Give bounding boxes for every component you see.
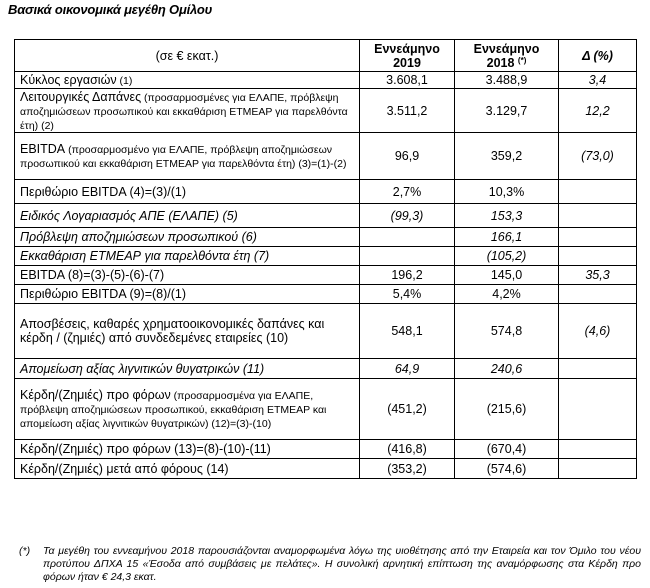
table-row — [15, 180, 637, 204]
footnote-mark: (*) — [19, 545, 31, 557]
value-2019: 5,4% — [360, 285, 455, 304]
value-2018: 166,1 — [455, 228, 559, 247]
row-label-main: Αποσβέσεις, καθαρές χρηματοοικονομικές δαπάνες και κέρδη / (ζημιές) από συνδεδεμένες εταιρείες (10) — [20, 317, 325, 345]
row-label-main: Ειδικός Λογαριασμός ΑΠΕ (ΕΛΑΠΕ) (5) — [20, 208, 238, 223]
value-2019: 3.511,2 — [360, 89, 455, 133]
value-delta: 35,3 — [559, 266, 637, 285]
value-delta — [559, 459, 637, 479]
row-label — [15, 266, 360, 285]
column-header-2018-line2: 2018 — [486, 55, 515, 70]
row-label-main: Κέρδη/(Ζημιές) προ φόρων (13)=(8)-(10)-(11) — [20, 442, 271, 456]
value-2018: 574,8 — [455, 304, 559, 359]
value-2019: 64,9 — [360, 359, 455, 379]
table-row — [15, 228, 637, 247]
value-delta — [559, 228, 637, 247]
value-2018: 3.129,7 — [455, 89, 559, 133]
value-2019: 3.608,1 — [360, 72, 455, 89]
row-label — [15, 379, 360, 440]
row-label-main: Εκκαθάριση ΕΤΜΕΑΡ για παρελθόντα έτη (7) — [20, 249, 270, 263]
value-2018: 153,3 — [455, 204, 559, 228]
table-row — [15, 304, 637, 359]
column-header-2018-line1: Εννεάμηνο — [473, 41, 540, 56]
row-label — [15, 204, 360, 228]
value-2018: 3.488,9 — [455, 72, 559, 89]
value-delta — [559, 359, 637, 379]
table-header-row — [15, 40, 637, 72]
value-2019: (416,8) — [360, 440, 455, 459]
value-delta: (73,0) — [559, 133, 637, 180]
row-label-main: EBITDA (8)=(3)-(5)-(6)-(7) — [20, 268, 165, 282]
table-row — [15, 459, 637, 479]
row-label — [15, 459, 360, 479]
table-row — [15, 440, 637, 459]
row-label-detail: (1) — [116, 75, 133, 87]
value-2018: 10,3% — [455, 180, 559, 204]
row-label — [15, 228, 360, 247]
value-2019 — [360, 228, 455, 247]
row-label-detail: (προσαρμοσμένες για ΕΛΑΠΕ, πρόβλεψη αποζημιώσεων προσωπικού και εκκαθάριση ΕΤΜΕΑΡ για παρελθόντα έτη) (2) — [20, 91, 348, 132]
financial-table — [14, 39, 637, 479]
column-header-2018 — [455, 40, 559, 72]
value-2019: (451,2) — [360, 379, 455, 440]
value-2018: (105,2) — [455, 247, 559, 266]
table-row — [15, 204, 637, 228]
column-header-2019-line2: 2019 — [393, 55, 421, 70]
value-delta — [559, 204, 637, 228]
value-2019: 196,2 — [360, 266, 455, 285]
value-2018: 240,6 — [455, 359, 559, 379]
column-header-2018-note-mark: (*) — [517, 55, 527, 65]
row-label — [15, 72, 360, 89]
value-2019: 2,7% — [360, 180, 455, 204]
value-delta: 12,2 — [559, 89, 637, 133]
row-label-main: EBITDA — [20, 142, 66, 156]
column-header-delta — [559, 40, 637, 72]
value-delta — [559, 379, 637, 440]
table-row — [15, 379, 637, 440]
row-label-main: Κέρδη/(Ζημιές) προ φόρων — [20, 388, 171, 402]
value-delta — [559, 247, 637, 266]
row-label-main: Περιθώριο EBITDA (9)=(8)/(1) — [20, 287, 187, 301]
footnote-text: Τα μεγέθη του εννεαμήνου 2018 παρουσιάζονται αναμορφωμένα λόγω της υιοθέτησης από την Εταιρεία και τον Όμιλο του νέου προτύπου ΔΠΧΑ 15 «Έσοδα από συμβάσεις με πελάτες». Η συνολική αρνητική επίπτωση της αναμόρφωσης στα Κέρδη προ φόρων ήταν € 24,3 εκατ. — [43, 545, 641, 583]
table-row — [15, 247, 637, 266]
row-label-main: Λειτουργικές Δαπάνες — [20, 89, 142, 104]
value-2019: 548,1 — [360, 304, 455, 359]
table-row — [15, 285, 637, 304]
table-row — [15, 89, 637, 133]
row-label-main: Απομείωση αξίας λιγνιτικών θυγατρικών (11) — [20, 361, 265, 376]
row-label-main: Περιθώριο EBITDA (4)=(3)/(1) — [20, 184, 187, 199]
row-label-detail: (προσαρμοσμένα για ΕΛΑΠΕ, πρόβλεψη αποζημιώσεων προσωπικού, εκκαθάριση ΕΤΜΕΑΡ και απομείωση αξίας λιγνιτικών θυγατρικών) (12)=(3)-(10) — [20, 390, 327, 430]
value-2018: (215,6) — [455, 379, 559, 440]
row-label — [15, 304, 360, 359]
value-delta — [559, 440, 637, 459]
table-row — [15, 359, 637, 379]
row-label-detail: (προσαρμοσμένο για ΕΛΑΠΕ, πρόβλεψη αποζημιώσεων προσωπικού και εκκαθάριση ΕΤΜΕΑΡ για παρελθόντα έτη) (3)=(1)-(2) — [20, 144, 347, 170]
unit-header-label: (σε € εκατ.) — [155, 48, 219, 63]
value-2019: 96,9 — [360, 133, 455, 180]
value-2019: (99,3) — [360, 204, 455, 228]
page-title: Βασικά οικονομικά μεγέθη Ομίλου — [8, 2, 213, 17]
row-label — [15, 180, 360, 204]
table-row — [15, 266, 637, 285]
row-label — [15, 285, 360, 304]
value-2018: 359,2 — [455, 133, 559, 180]
value-2018: 4,2% — [455, 285, 559, 304]
value-delta: (4,6) — [559, 304, 637, 359]
row-label-main: Κέρδη/(Ζημιές) μετά από φόρους (14) — [20, 461, 229, 476]
value-2018: (574,6) — [455, 459, 559, 479]
column-header-2019-line1: Εννεάμηνο — [374, 41, 440, 56]
row-label-main: Πρόβλεψη αποζημιώσεων προσωπικού (6) — [20, 230, 257, 244]
row-label — [15, 440, 360, 459]
row-label — [15, 359, 360, 379]
row-label — [15, 133, 360, 180]
row-label — [15, 89, 360, 133]
column-header-delta-label: Δ (%) — [582, 48, 613, 63]
row-label — [15, 247, 360, 266]
column-header-2019 — [360, 40, 455, 72]
value-2019: (353,2) — [360, 459, 455, 479]
table-row — [15, 133, 637, 180]
value-delta: 3,4 — [559, 72, 637, 89]
table-row — [15, 72, 637, 89]
value-2018: 145,0 — [455, 266, 559, 285]
value-delta — [559, 180, 637, 204]
value-2018: (670,4) — [455, 440, 559, 459]
row-label-main: Κύκλος εργασιών — [20, 73, 117, 87]
unit-header — [15, 40, 360, 72]
value-delta — [559, 285, 637, 304]
value-2019 — [360, 247, 455, 266]
